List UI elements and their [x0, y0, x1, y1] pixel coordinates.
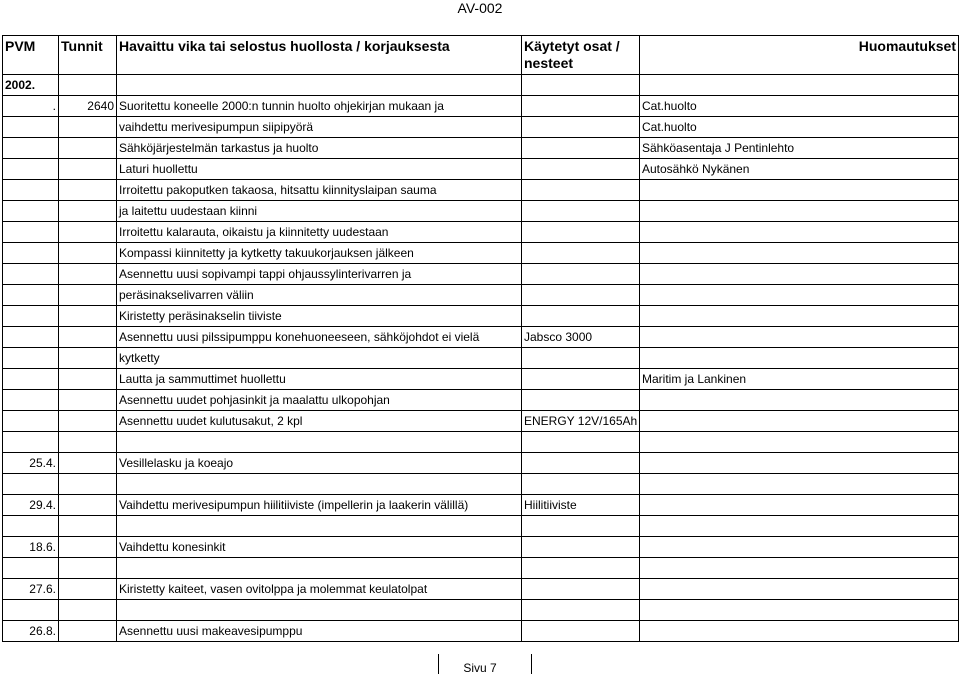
cell-hours	[59, 264, 117, 285]
cell-parts	[522, 264, 640, 285]
cell-parts: Hiilitiiviste	[522, 495, 640, 516]
cell-hours	[59, 201, 117, 222]
cell-remarks	[640, 243, 959, 264]
cell-date: 29.4.	[3, 495, 59, 516]
table-row	[3, 201, 959, 222]
cell-remarks	[640, 306, 959, 327]
cell-hours	[59, 306, 117, 327]
table-row	[3, 243, 959, 264]
cell-hours	[59, 579, 117, 600]
cell-description: Lautta ja sammuttimet huollettu	[117, 369, 522, 390]
table-row	[3, 117, 959, 138]
cell-hours	[59, 411, 117, 432]
cell-parts	[522, 159, 640, 180]
cell-remarks: Autosähkö Nykänen	[640, 159, 959, 180]
cell-parts	[522, 138, 640, 159]
table-row	[3, 390, 959, 411]
spacer-row	[3, 516, 959, 537]
cell-remarks: Cat.huolto	[640, 96, 959, 117]
header-description: Havaittu vika tai selostus huollosta / korjauksesta	[117, 36, 522, 75]
cell-parts	[522, 117, 640, 138]
table-row	[3, 348, 959, 369]
cell-description: Kiristetty peräsinakselin tiiviste	[117, 306, 522, 327]
document-id: AV-002	[457, 0, 503, 16]
table-row	[3, 579, 959, 600]
header-remarks: Huomautukset	[640, 36, 959, 75]
table-row	[3, 222, 959, 243]
cell-date	[3, 159, 59, 180]
cell-description: Vesillelasku ja koeajo	[117, 453, 522, 474]
cell-hours: 2640	[59, 96, 117, 117]
cell-hours	[59, 621, 117, 642]
cell-parts	[522, 537, 640, 558]
cell-hours	[59, 159, 117, 180]
cell-parts	[522, 180, 640, 201]
cell-remarks	[640, 390, 959, 411]
cell-parts	[522, 96, 640, 117]
cell-date	[3, 222, 59, 243]
cell-parts	[522, 285, 640, 306]
cell-parts	[522, 306, 640, 327]
year-label: 2002.	[3, 75, 59, 96]
header-hours: Tunnit	[59, 36, 117, 75]
cell-parts	[522, 222, 640, 243]
cell-description: Asennettu uusi pilssipumppu konehuoneeseen, sähköjohdot ei vielä	[117, 327, 522, 348]
spacer-row	[3, 600, 959, 621]
cell-hours	[59, 537, 117, 558]
cell-hours	[59, 180, 117, 201]
cell-remarks	[640, 348, 959, 369]
cell-parts	[522, 348, 640, 369]
cell-description: Kiristetty kaiteet, vasen ovitolppa ja molemmat keulatolpat	[117, 579, 522, 600]
cell-date	[3, 264, 59, 285]
cell-description: ja laitettu uudestaan kiinni	[117, 201, 522, 222]
table-row	[3, 495, 959, 516]
table-row	[3, 96, 959, 117]
cell-hours	[59, 117, 117, 138]
cell-remarks: Sähköasentaja J Pentinlehto	[640, 138, 959, 159]
table-row	[3, 369, 959, 390]
cell-parts	[522, 390, 640, 411]
year-row	[3, 75, 959, 96]
cell-date	[3, 306, 59, 327]
cell-description: Vaihdettu merivesipumpun hiilitiiviste (impellerin ja laakerin välillä)	[117, 495, 522, 516]
header-parts: Käytetyt osat / nesteet	[522, 36, 640, 75]
log-body	[3, 36, 959, 642]
cell-date: 25.4.	[3, 453, 59, 474]
cell-description: Asennettu uusi makeavesipumppu	[117, 621, 522, 642]
spacer-row	[3, 432, 959, 453]
cell-description: Asennettu uusi sopivampi tappi ohjaussylinterivarren ja	[117, 264, 522, 285]
cell-description: Suoritettu koneelle 2000:n tunnin huolto ohjekirjan mukaan ja	[117, 96, 522, 117]
cell-description: kytketty	[117, 348, 522, 369]
table-row	[3, 180, 959, 201]
table-row	[3, 285, 959, 306]
cell-parts	[522, 579, 640, 600]
cell-hours	[59, 348, 117, 369]
cell-date	[3, 348, 59, 369]
cell-date	[3, 180, 59, 201]
cell-description: vaihdettu merivesipumpun siipipyörä	[117, 117, 522, 138]
cell-hours	[59, 138, 117, 159]
cell-hours	[59, 222, 117, 243]
cell-parts: ENERGY 12V/165Ah	[522, 411, 640, 432]
cell-remarks	[640, 537, 959, 558]
cell-date	[3, 411, 59, 432]
cell-date: 26.8.	[3, 621, 59, 642]
cell-remarks	[640, 411, 959, 432]
cell-date: 27.6.	[3, 579, 59, 600]
page-number: Sivu 7	[463, 661, 497, 675]
table-row	[3, 411, 959, 432]
cell-remarks	[640, 327, 959, 348]
spacer-row	[3, 474, 959, 495]
cell-date	[3, 201, 59, 222]
cell-parts	[522, 621, 640, 642]
cell-remarks	[640, 180, 959, 201]
cell-remarks: Maritim ja Lankinen	[640, 369, 959, 390]
cell-parts	[522, 201, 640, 222]
cell-hours	[59, 495, 117, 516]
cell-hours	[59, 327, 117, 348]
cell-description: peräsinakselivarren väliin	[117, 285, 522, 306]
cell-date	[3, 390, 59, 411]
cell-hours	[59, 453, 117, 474]
table-row	[3, 621, 959, 642]
cell-remarks	[640, 264, 959, 285]
cell-description: Laturi huollettu	[117, 159, 522, 180]
cell-description: Asennettu uudet pohjasinkit ja maalattu ulkopohjan	[117, 390, 522, 411]
cell-description: Irroitettu kalarauta, oikaistu ja kiinnitetty uudestaan	[117, 222, 522, 243]
cell-remarks	[640, 285, 959, 306]
cell-hours	[59, 369, 117, 390]
cell-description: Irroitettu pakoputken takaosa, hitsattu kiinnityslaipan sauma	[117, 180, 522, 201]
cell-description: Kompassi kiinnitetty ja kytketty takuukorjauksen jälkeen	[117, 243, 522, 264]
cell-description: Sähköjärjestelmän tarkastus ja huolto	[117, 138, 522, 159]
cell-remarks	[640, 495, 959, 516]
cell-remarks	[640, 201, 959, 222]
cell-remarks	[640, 453, 959, 474]
header-date: PVM	[3, 36, 59, 75]
cell-parts	[522, 453, 640, 474]
cell-parts: Jabsco 3000	[522, 327, 640, 348]
cell-remarks	[640, 579, 959, 600]
cell-date	[3, 243, 59, 264]
spacer-row	[3, 558, 959, 579]
cell-date	[3, 369, 59, 390]
table-row	[3, 453, 959, 474]
cell-hours	[59, 390, 117, 411]
table-row	[3, 138, 959, 159]
cell-parts	[522, 369, 640, 390]
cell-remarks	[640, 222, 959, 243]
cell-hours	[59, 285, 117, 306]
table-row	[3, 537, 959, 558]
header-row	[3, 36, 959, 75]
maintenance-log-table	[2, 35, 959, 642]
cell-date	[3, 327, 59, 348]
cell-date	[3, 285, 59, 306]
table-row	[3, 327, 959, 348]
table-row	[3, 159, 959, 180]
cell-date	[3, 117, 59, 138]
table-row	[3, 306, 959, 327]
cell-description: Asennettu uudet kulutusakut, 2 kpl	[117, 411, 522, 432]
cell-date: 18.6.	[3, 537, 59, 558]
cell-date: .	[3, 96, 59, 117]
table-row	[3, 264, 959, 285]
cell-description: Vaihdettu konesinkit	[117, 537, 522, 558]
cell-remarks	[640, 621, 959, 642]
cell-date	[3, 138, 59, 159]
cell-parts	[522, 243, 640, 264]
cell-remarks: Cat.huolto	[640, 117, 959, 138]
cell-hours	[59, 243, 117, 264]
